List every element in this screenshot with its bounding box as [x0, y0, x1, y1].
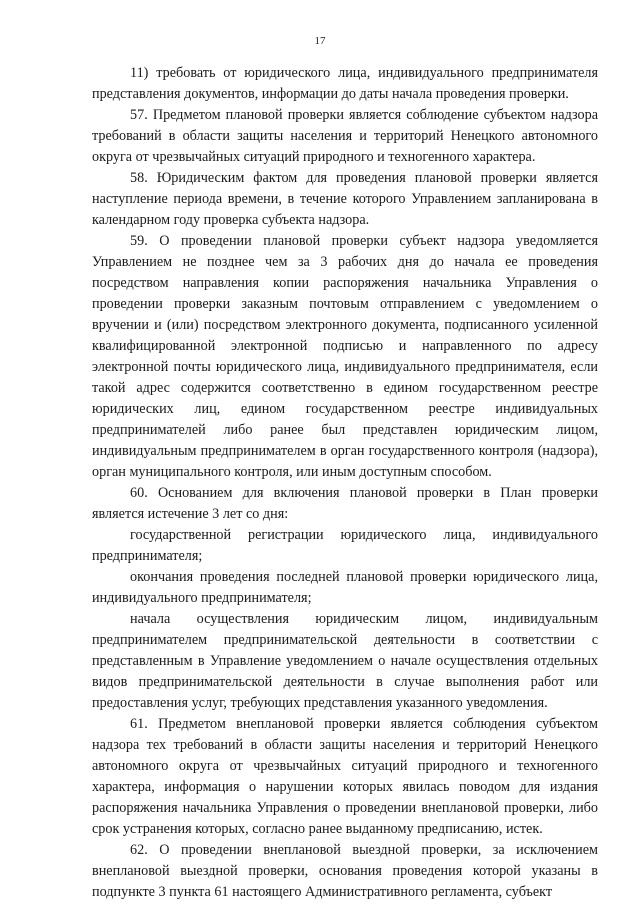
paragraph-item-11: 11) требовать от юридического лица, индивидуального предпринимателя представления документов, информации до даты начала проведения проверки. [92, 65, 598, 102]
paragraph-58: 58. Юридическим фактом для проведения плановой проверки является наступление периода времени, в течение которого Управлением запланирована в календарном году проверка субъекта надзора. [92, 170, 598, 228]
paragraph-60-item-last-inspection: окончания проведения последней плановой проверки юридического лица, индивидуального предпринимателя; [92, 569, 598, 606]
page-number: 17 [314, 35, 326, 47]
paragraph-61: 61. Предметом внеплановой проверки является соблюдения субъектом надзора тех требований в области защиты населения и территорий Ненецкого автономного округа от чрезвычайных ситуаций природного и техногенного характера, информация о нарушении которых явилась поводом для издания распоряжения начальника Управления о проведении внеплановой проверки, либо срок устранения которых, согласно ранее выданному предписанию, истек. [92, 716, 598, 837]
paragraph-60-item-registration: государственной регистрации юридического лица, индивидуального предпринимателя; [92, 527, 598, 564]
paragraph-60: 60. Основанием для включения плановой проверки в План проверки является истечение 3 лет со дня: [92, 485, 598, 522]
paragraph-59: 59. О проведении плановой проверки субъект надзора уведомляется Управлением не позднее чем за 3 рабочих дня до начала ее проведения посредством направления копии распоряжения начальника Управления о проведении проверки заказным почтовым отправлением с уведомлением о вручении и (или) посредством электронного документа, подписанного усиленной квалифицированной электронной подписью и направленного по адресу электронной почты юридического лица, индивидуального предпринимателя, если такой адрес содержится соответственно в едином государственном реестре юридических лиц, едином государственном реестре индивидуальных предпринимателей либо ранее был представлен юридическим лицом, индивидуальным предпринимателем в орган государственного контроля (надзора), орган муниципального контроля, или иным доступным способом. [92, 233, 598, 480]
paragraph-62: 62. О проведении внеплановой выездной проверки, за исключением внеплановой выездной проверки, основания проведения которой указаны в подпункте 3 пункта 61 настоящего Административного регламента, субъект [92, 842, 598, 900]
paragraph-60-item-activity-start: начала осуществления юридическим лицом, индивидуальным предпринимателем предпринимательской деятельности в соответствии с представленным в Управление уведомлением о начале осуществления отдельных видов предпринимательской деятельности в случае выполнения работ или предоставления услуг, требующих представления указанного уведомления. [92, 611, 598, 711]
paragraph-57: 57. Предметом плановой проверки является соблюдение субъектом надзора требований в области защиты населения и территорий Ненецкого автономного округа от чрезвычайных ситуаций природного и техногенного характера. [92, 107, 598, 165]
document-body [92, 63, 598, 903]
